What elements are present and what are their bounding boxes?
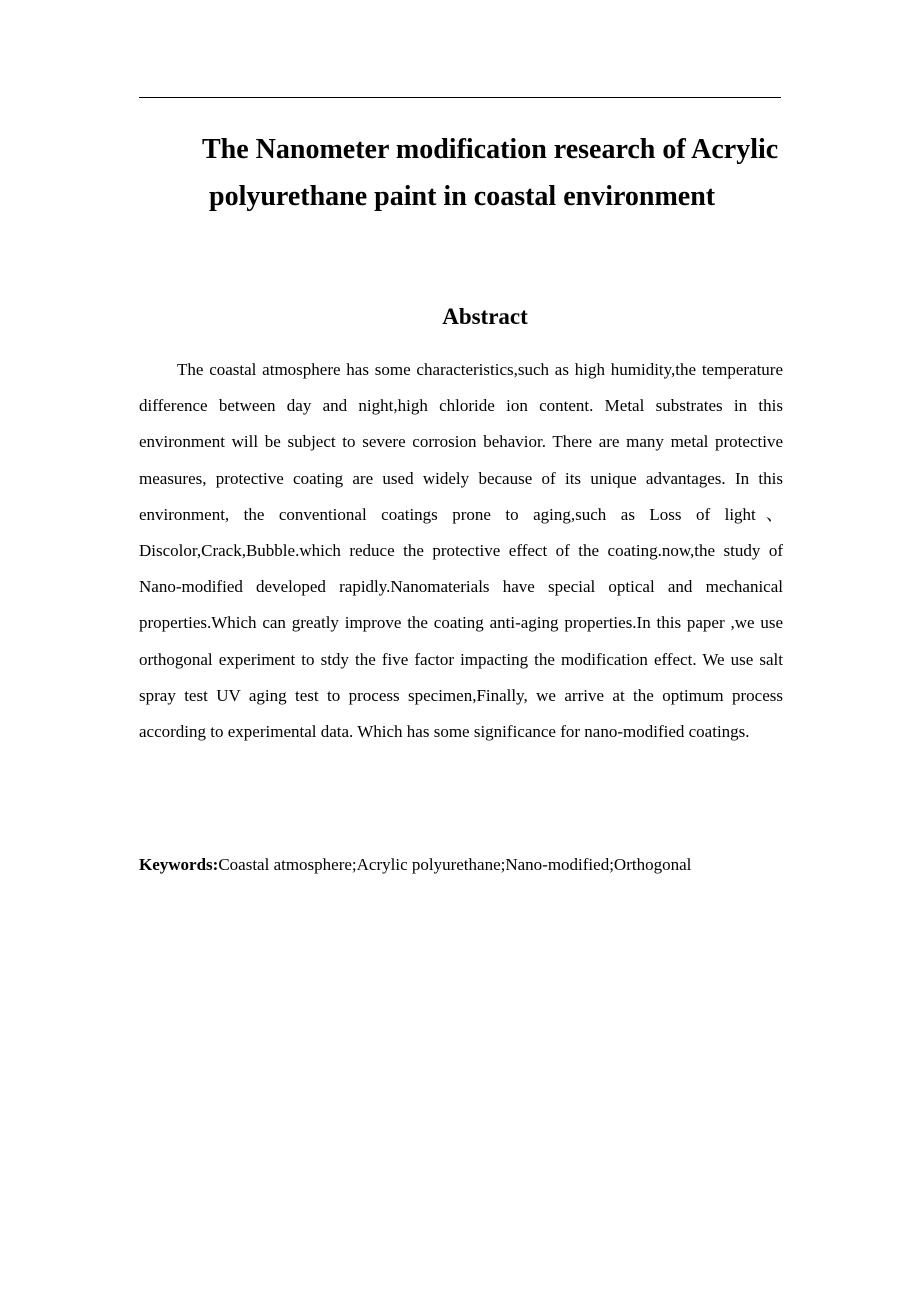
keywords-text: Coastal atmosphere;Acrylic polyurethane;Nano-modified;Orthogonal — [218, 855, 692, 874]
abstract-body: The coastal atmosphere has some characteristics,such as high humidity,the temperature difference between day and night,high chloride ion content. Metal substrates in this environment will be subject to severe corrosion behavior. There are many metal protective measures, protective coating are used widely because of its unique advantages. In this environment, the conventional coatings prone to aging,such as Loss of light、 Discolor,Crack,Bubble.which reduce the protective effect of the coating.now,the study of Nano-modified developed rapidly.Nanomaterials have special optical and mechanical properties.Which can greatly improve the coating anti-aging properties.In this paper ,we use orthogonal experiment to stdy the five factor impacting the modification effect. We use salt spray test UV aging test to process specimen,Finally, we arrive at the optimum process according to experimental data. Which has some significance for nano-modified coatings. — [139, 360, 783, 742]
paper-title — [139, 126, 781, 220]
keywords — [139, 849, 819, 881]
abstract-heading: Abstract — [442, 304, 528, 329]
title-line-2: polyurethane paint in coastal environment — [209, 181, 716, 212]
title-line-1: The Nanometer modification research of Acrylic — [202, 134, 779, 165]
keywords-label: Keywords: — [139, 855, 219, 874]
header-rule — [139, 97, 781, 98]
